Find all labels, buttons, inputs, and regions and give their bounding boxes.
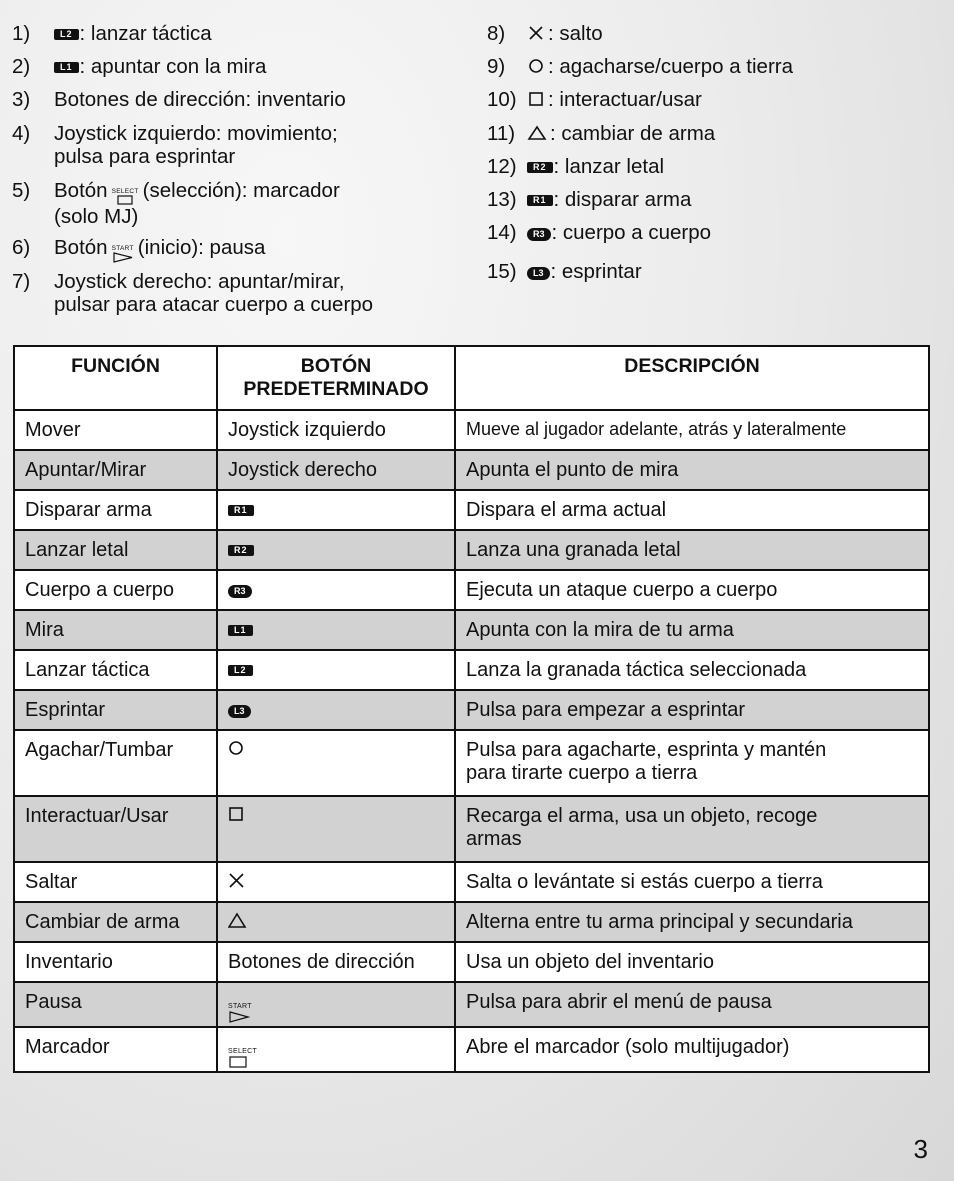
cross-icon [228, 871, 246, 889]
list-item: 13) R1 : disparar arma [487, 188, 692, 211]
list-item: 4) Joystick izquierdo: movimiento; pulsa para esprintar [12, 122, 338, 168]
r1-button-icon: R1 [527, 195, 553, 206]
table-row: Interactuar/Usar Recarga el arma, usa un objeto, recoge armas [14, 796, 929, 862]
table-row: Cuerpo a cuerpo R3 Ejecuta un ataque cuerpo a cuerpo [14, 570, 929, 610]
list-item: 10) : interactuar/usar [487, 88, 702, 111]
header-boton: BOTÓN PREDETERMINADO [217, 346, 455, 410]
list-item: 1) L2 : lanzar táctica [12, 22, 212, 45]
list-item: 7) Joystick derecho: apuntar/mirar, pulsar para atacar cuerpo a cuerpo [12, 270, 374, 316]
list-item: 8) : salto [487, 22, 603, 45]
r2-button-icon: R2 [228, 545, 254, 556]
select-icon: SELECT [112, 188, 139, 205]
table-header-row [14, 346, 929, 410]
table-row: Mover Joystick izquierdo Mueve al jugador adelante, atrás y lateralmente [14, 410, 929, 450]
table-row: Inventario Botones de dirección Usa un objeto del inventario [14, 942, 929, 982]
r3-button-icon: R3 [228, 585, 252, 598]
list-item: 5) Botón SELECT (selección): marcador (solo MJ) [12, 179, 340, 228]
start-icon: START [228, 1003, 252, 1023]
r1-button-icon: R1 [228, 505, 254, 516]
select-icon: SELECT [228, 1048, 257, 1068]
list-item: 2) L1 : apuntar con la mira [12, 55, 267, 78]
cross-icon [527, 25, 545, 41]
circle-icon [527, 58, 545, 74]
table-row: Mira L1 Apunta con la mira de tu arma [14, 610, 929, 650]
triangle-icon [527, 125, 547, 141]
table-row: Lanzar táctica L2 Lanza la granada táctica seleccionada [14, 650, 929, 690]
page-number: 3 [913, 1134, 928, 1164]
l3-button-icon: L3 [527, 267, 550, 280]
list-item: 12) R2 : lanzar letal [487, 155, 665, 178]
square-icon [228, 805, 246, 823]
start-icon: START [112, 245, 134, 263]
table-row: Agachar/Tumbar Pulsa para agacharte, esprinta y mantén para tirarte cuerpo a tierra [14, 730, 929, 796]
table-row: Cambiar de arma Alterna entre tu arma principal y secundaria [14, 902, 929, 942]
header-descripcion: DESCRIPCIÓN [455, 346, 929, 410]
controls-table [13, 345, 930, 1073]
r3-button-icon: R3 [527, 228, 551, 241]
table-row: Lanzar letal R2 Lanza una granada letal [14, 530, 929, 570]
l1-button-icon: L1 [54, 62, 79, 73]
r2-button-icon: R2 [527, 162, 553, 173]
table-row: Esprintar L3 Pulsa para empezar a esprintar [14, 690, 929, 730]
list-item: 9) : agacharse/cuerpo a tierra [487, 55, 793, 78]
table-row: Pausa START Pulsa para abrir el menú de pausa [14, 982, 929, 1027]
list-item: 11) : cambiar de arma [487, 122, 716, 145]
circle-icon [228, 739, 246, 757]
table-row: Marcador SELECT Abre el marcador (solo multijugador) [14, 1027, 929, 1072]
l3-button-icon: L3 [228, 705, 251, 718]
table-row: Disparar arma R1 Dispara el arma actual [14, 490, 929, 530]
square-icon [527, 91, 545, 107]
table-row: Apuntar/Mirar Joystick derecho Apunta el punto de mira [14, 450, 929, 490]
header-funcion: FUNCIÓN [14, 346, 217, 410]
list-item: 14) R3 : cuerpo a cuerpo [487, 221, 712, 244]
list-item: 3) Botones de dirección: inventario [12, 88, 346, 111]
list-item: 15) L3 : esprintar [487, 260, 642, 283]
l2-button-icon: L2 [54, 29, 79, 40]
l2-button-icon: L2 [228, 665, 253, 676]
triangle-icon [228, 911, 248, 929]
table-row: Saltar Salta o levántate si estás cuerpo a tierra [14, 862, 929, 902]
list-item: 6) Botón START (inicio): pausa [12, 236, 265, 263]
l1-button-icon: L1 [228, 625, 253, 636]
